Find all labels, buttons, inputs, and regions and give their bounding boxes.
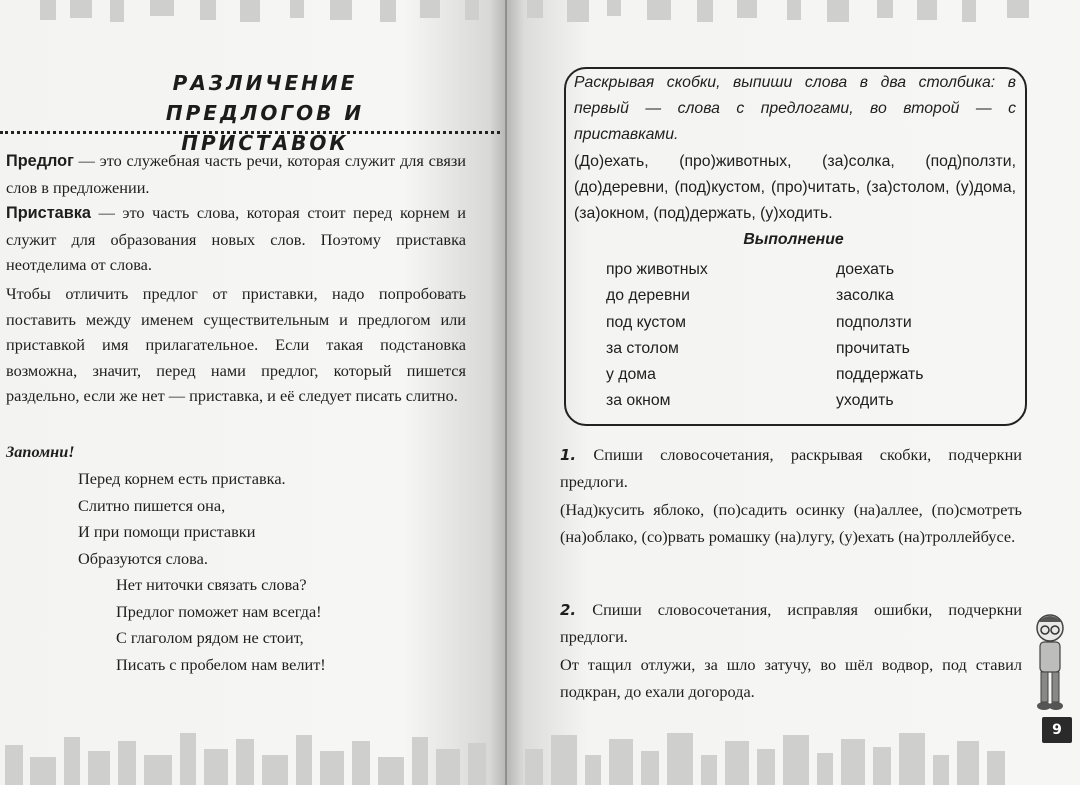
remember-label: Запомни! xyxy=(6,442,75,461)
solution-title: Выполнение xyxy=(743,231,844,248)
poem-line: Слитно пишется она, xyxy=(78,495,226,515)
exercise-text: (Над)кусить яблоко, (по)садить осинку (на)аллее, (по)смотреть (на)облако, (со)рвать ромашку (на)лугу, (у)ехать (на)троллейбусе. xyxy=(560,500,1022,546)
list-item: за столом xyxy=(606,339,679,357)
poem-line: Нет ниточки связать слова? xyxy=(116,575,307,594)
dotted-divider xyxy=(0,131,500,134)
term-preposition: Предлог xyxy=(6,152,74,170)
top-decor-stripe xyxy=(0,0,505,24)
poem-stanza-prefix xyxy=(78,466,286,572)
page-number: 9 xyxy=(1042,717,1072,743)
exercise-task: Спиши словосочетания, раскрывая скобки, подчеркни предлоги. xyxy=(560,445,1022,491)
prefixes-column xyxy=(836,257,923,415)
list-item: засолка xyxy=(836,287,894,305)
list-item: уходить xyxy=(836,392,894,410)
boy-illustration-icon xyxy=(1030,610,1070,715)
poem-line: С глаголом рядом не стоит, xyxy=(116,628,304,647)
list-item: подползти xyxy=(836,313,912,331)
rule-paragraph: Чтобы отличить предлог от приставки, надо попробовать поставить между именем существительным и предлогом или приставкой имя прилагательное. Если такая подстановка возможна, значит, перед нами предлог, который пишется раздельно, если же нет — приставка, и её следует писать слитно. xyxy=(6,284,466,405)
prepositions-column xyxy=(606,257,708,415)
right-page xyxy=(507,0,1080,785)
bottom-decor-stripe xyxy=(507,723,1080,785)
poem-line: Предлог поможет нам всегда! xyxy=(116,601,322,621)
list-item: прочитать xyxy=(836,339,910,357)
example-task: Раскрывая скобки, выпиши слова в два столбика: в первый — слова с предлогами, во второй — с приставками. xyxy=(574,74,1016,143)
term-prefix: Приставка xyxy=(6,204,91,222)
exercise-1 xyxy=(560,442,1022,550)
list-item: про животных xyxy=(606,261,708,278)
list-item: поддержать xyxy=(836,366,924,384)
definition-preposition: Предлог — это служебная часть речи, которая служит для связи слов в предложении. xyxy=(6,151,466,197)
exercise-number: 1. xyxy=(560,446,577,464)
exercise-task: Спиши словосочетания, исправляя ошибки, подчеркни предлоги. xyxy=(560,600,1022,646)
section-title: РАЗЛИЧЕНИЕ ПРЕДЛОГОВ И ПРИСТАВОК xyxy=(165,71,365,155)
list-item: у дома xyxy=(606,366,656,384)
poem-line: И при помощи приставки xyxy=(78,522,256,541)
poem-line: Писать с пробелом нам велит! xyxy=(116,654,326,674)
exercise-text: От тащил отлужи, за шло затучу, во шёл водвор, под ставил подкран, до ехали догорода. xyxy=(560,655,1022,701)
list-item: под кустом xyxy=(606,313,687,331)
exercise-2 xyxy=(560,597,1022,705)
poem-line: Перед корнем есть приставка. xyxy=(78,469,286,488)
bottom-decor-stripe xyxy=(0,723,505,785)
list-item: доехать xyxy=(836,261,895,278)
left-page xyxy=(0,0,505,785)
exercise-number: 2. xyxy=(560,601,577,619)
poem-line: Образуются слова. xyxy=(78,548,208,568)
list-item: за окном xyxy=(606,392,671,410)
poem-stanza-preposition xyxy=(116,572,326,678)
top-decor-stripe xyxy=(507,0,1080,24)
example-words: (До)ехать, (про)животных, (за)солка, (под)ползти, (до)деревни, (под)кустом, (про)читать, (за)столом, (у)дома, (за)окном, (под)держать, (у)ходить. xyxy=(574,153,1016,222)
definition-prefix: Приставка — это часть слова, которая стоит перед корнем и служит для образования новых слов. Поэтому приставка неотделима от слова. xyxy=(6,203,466,274)
list-item: до деревни xyxy=(606,287,690,305)
